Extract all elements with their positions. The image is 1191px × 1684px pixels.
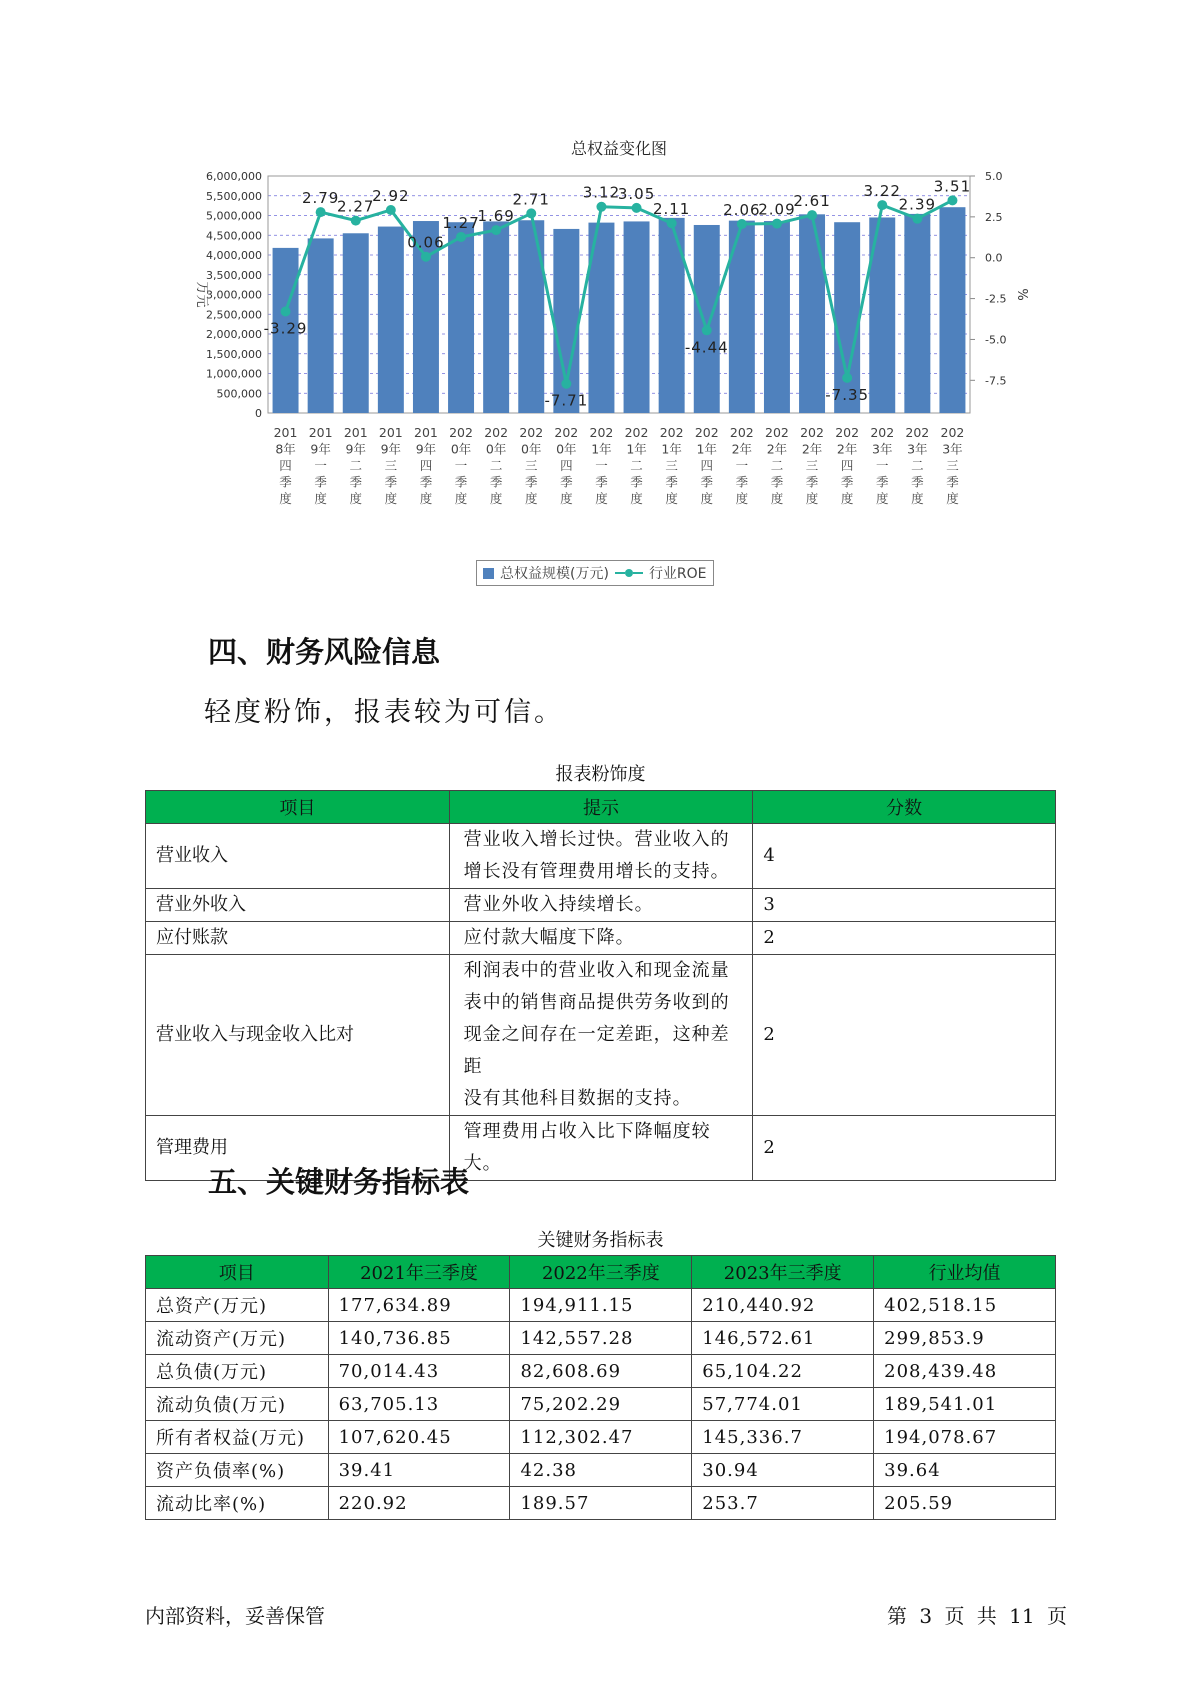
risk-hint-line: 没有其他科目数据的支持。: [463, 1088, 692, 1109]
risk-table-caption: 报表粉饰度: [555, 764, 646, 785]
metric-name: 总资产(万元): [146, 1289, 329, 1322]
metrics-table-header: [146, 1256, 1056, 1289]
point-roe: [526, 208, 536, 218]
point-roe: [667, 218, 677, 228]
x-tick-label: 季: [770, 474, 784, 490]
risk-score: 2: [753, 1116, 1056, 1181]
x-tick-label: 2年: [836, 441, 858, 457]
metric-industry-avg: 189,541.01: [874, 1388, 1056, 1421]
bar-equity: [939, 207, 965, 413]
bar-equity: [518, 220, 544, 413]
metric-industry-avg: 39.64: [874, 1454, 1056, 1487]
data-label-roe: 3.05: [617, 184, 656, 203]
x-tick-label: 3年: [942, 441, 963, 457]
risk-hint-line: 表中的销售商品提供劳务收到的: [463, 992, 730, 1013]
metric-name: 总负债(万元): [146, 1355, 329, 1388]
metric-2023q3: 210,440.92: [692, 1289, 874, 1322]
y-left-tick-label: 5,000,000: [206, 209, 262, 223]
chart-title: 总权益变化图: [570, 140, 668, 158]
x-tick-label: 202: [694, 425, 719, 440]
risk-hint-line: 增长没有管理费用增长的支持。: [463, 861, 730, 882]
x-tick-label: 201: [378, 425, 403, 440]
metric-2022q3: 112,302.47: [510, 1421, 692, 1454]
metric-2022q3: 42.38: [510, 1454, 692, 1487]
x-tick-label: 度: [770, 491, 784, 506]
x-tick-label: 度: [489, 491, 503, 506]
metric-2023q3: 253.7: [692, 1487, 874, 1520]
risk-hint-line: 营业外收入持续增长。: [463, 894, 654, 915]
x-tick-label: 3年: [872, 441, 893, 457]
y-left-tick-label: 4,500,000: [206, 229, 262, 243]
metric-2022q3: 75,202.29: [510, 1388, 692, 1421]
point-roe: [772, 219, 782, 229]
metrics-table-row: [146, 1355, 1056, 1388]
risk-summary: 轻度粉饰，报表较为可信。: [204, 697, 564, 728]
risk-item: 营业收入: [146, 824, 450, 889]
x-tick-label: 202: [589, 425, 614, 440]
x-tick-label: 季: [384, 474, 398, 490]
point-roe: [842, 373, 852, 383]
x-tick-label: 202: [519, 425, 544, 440]
metric-2023q3: 30.94: [692, 1454, 874, 1487]
x-tick-label: 二: [911, 458, 924, 473]
x-tick-label: 2年: [801, 441, 823, 457]
x-tick-label: 201: [343, 425, 368, 440]
legend-line-label: 行业ROE: [648, 566, 707, 582]
x-tick-label: 季: [875, 474, 889, 490]
y-left-tick-label: 1,000,000: [206, 367, 262, 381]
metric-2021q3: 63,705.13: [328, 1388, 510, 1421]
y-right-tick-label: 0.0: [985, 251, 1003, 265]
x-tick-label: 度: [419, 491, 433, 506]
x-tick-label: 季: [805, 474, 819, 490]
legend-bar-swatch: [483, 568, 494, 579]
x-tick-label: 1年: [591, 441, 612, 457]
y-left-tick-label: 3,000,000: [206, 288, 262, 302]
bar-equity: [694, 225, 720, 413]
bar-equity: [904, 214, 930, 413]
point-roe: [807, 210, 817, 220]
point-roe: [632, 203, 642, 213]
x-tick-label: 度: [560, 491, 573, 506]
x-tick-label: 201: [414, 425, 438, 440]
metrics-header-industry-avg: 行业均值: [874, 1256, 1056, 1289]
y-left-tick-label: 4,000,000: [206, 249, 262, 262]
point-roe: [491, 225, 501, 235]
x-tick-label: 二: [630, 458, 643, 473]
x-tick-label: 季: [946, 474, 959, 490]
x-tick-label: 季: [489, 474, 503, 490]
metrics-header-2021q3: 2021年三季度: [328, 1256, 510, 1289]
x-tick-label: 季: [665, 474, 678, 490]
metrics-table-row: [146, 1454, 1056, 1487]
metric-industry-avg: 194,078.67: [874, 1421, 1056, 1454]
equity-change-chart: [160, 140, 1060, 555]
x-tick-label: 季: [700, 474, 714, 490]
x-tick-label: 度: [700, 491, 714, 506]
x-tick-label: 度: [875, 491, 889, 506]
risk-table-row: [146, 824, 1056, 889]
risk-item: 营业收入与现金收入比对: [146, 955, 450, 1116]
y-right-tick-label: -5.0: [985, 333, 1007, 347]
data-label-roe: 1.69: [477, 207, 515, 226]
risk-hint: [449, 922, 753, 955]
risk-score: 2: [753, 955, 1056, 1116]
x-tick-label: 度: [349, 491, 363, 506]
metric-2021q3: 177,634.89: [328, 1289, 510, 1322]
risk-header-score: 分数: [753, 791, 1056, 824]
x-tick-label: 季: [630, 474, 643, 490]
point-roe: [421, 252, 431, 262]
metric-2022q3: 194,911.15: [510, 1289, 692, 1322]
chart-legend: [476, 560, 714, 586]
x-tick-label: 202: [729, 425, 754, 440]
x-tick-label: 度: [946, 491, 959, 506]
data-label-roe: 2.61: [793, 192, 831, 211]
y-left-tick-label: 6,000,000: [206, 170, 262, 183]
point-roe: [351, 216, 361, 226]
risk-hint-line: 现金之间存在一定差距，这种差距: [463, 1024, 730, 1077]
x-tick-label: 一: [314, 458, 327, 473]
metrics-table-caption: 关键财务指标表: [537, 1230, 664, 1251]
risk-hint: [449, 1116, 753, 1181]
data-label-roe: 3.51: [933, 177, 972, 196]
x-tick-label: 度: [279, 491, 292, 506]
x-tick-label: 四: [419, 458, 433, 473]
metrics-table-row: [146, 1388, 1056, 1421]
x-tick-label: 二: [489, 458, 503, 473]
x-tick-label: 一: [595, 458, 608, 473]
metrics-header-item: 项目: [146, 1256, 329, 1289]
y-left-tick-label: 5,500,000: [206, 189, 262, 203]
metrics-table-row: [146, 1289, 1056, 1322]
x-tick-label: 202: [870, 425, 895, 440]
metric-2021q3: 140,736.85: [328, 1322, 510, 1355]
y-left-tick-label: 2,500,000: [206, 308, 262, 322]
x-tick-label: 度: [595, 491, 608, 506]
x-tick-label: 202: [800, 425, 824, 440]
x-tick-label: 度: [314, 491, 327, 506]
point-roe: [912, 214, 922, 224]
data-label-roe: 2.09: [758, 200, 796, 219]
risk-item: 管理费用: [146, 1116, 450, 1181]
x-tick-label: 季: [595, 474, 608, 490]
footer-page-number: 第 3 页 共 11 页: [887, 1604, 1067, 1628]
data-label-roe: 2.06: [723, 201, 761, 220]
x-tick-label: 2年: [731, 441, 753, 457]
x-tick-label: 三: [524, 458, 538, 473]
metric-2023q3: 146,572.61: [692, 1322, 874, 1355]
risk-hint-line: 利润表中的营业收入和现金流量: [463, 960, 730, 981]
x-tick-label: 三: [805, 458, 819, 473]
data-label-roe: 2.71: [512, 190, 550, 209]
x-tick-label: 3年: [907, 441, 928, 457]
x-tick-label: 季: [524, 474, 538, 490]
risk-table-row: [146, 889, 1056, 922]
metric-2022q3: 82,608.69: [510, 1355, 692, 1388]
bar-equity: [343, 233, 369, 413]
point-roe: [702, 325, 712, 335]
x-tick-label: 201: [308, 425, 333, 440]
bar-equity: [308, 238, 334, 413]
x-tick-label: 四: [840, 458, 854, 473]
risk-hint-line: 营业收入增长过快。营业收入的: [463, 829, 730, 850]
x-tick-label: 0年: [521, 441, 542, 457]
x-tick-label: 二: [349, 458, 363, 473]
metric-2021q3: 70,014.43: [328, 1355, 510, 1388]
risk-score: 2: [753, 922, 1056, 955]
metrics-table-row: [146, 1322, 1056, 1355]
x-tick-label: 季: [419, 474, 433, 490]
bar-equity: [378, 227, 404, 413]
x-tick-label: 度: [524, 491, 538, 506]
x-tick-label: 季: [840, 474, 854, 490]
y-left-tick-label: 2,000,000: [206, 328, 262, 341]
risk-score: 3: [753, 889, 1056, 922]
data-label-roe: 2.27: [337, 197, 375, 216]
x-tick-label: 0年: [485, 441, 507, 457]
risk-table: [145, 790, 1056, 1181]
point-roe: [737, 219, 747, 229]
point-roe: [316, 207, 326, 217]
x-tick-label: 四: [560, 458, 573, 473]
x-tick-label: 季: [314, 474, 327, 490]
data-label-roe: 2.79: [301, 189, 340, 208]
data-label-roe: 0.06: [407, 233, 445, 252]
data-label-roe: 1.27: [442, 213, 480, 232]
footer-confidential-note: 内部资料，妥善保管: [145, 1604, 325, 1628]
risk-score: 4: [753, 824, 1056, 889]
x-tick-label: 202: [449, 425, 473, 440]
point-roe: [947, 195, 957, 205]
risk-hint-line: 管理费用占收入比下降幅度较大。: [463, 1121, 711, 1174]
section4-heading: 四、财务风险信息: [208, 635, 441, 669]
x-tick-label: 季: [560, 474, 573, 490]
risk-hint: [449, 955, 753, 1116]
data-label-roe: -7.71: [544, 391, 589, 410]
point-roe: [877, 200, 887, 210]
x-tick-label: 度: [911, 491, 924, 506]
metrics-table: [145, 1255, 1056, 1520]
x-tick-label: 202: [765, 425, 789, 440]
metric-industry-avg: 402,518.15: [874, 1289, 1056, 1322]
x-tick-label: 202: [554, 425, 579, 440]
x-tick-label: 0年: [450, 441, 472, 457]
risk-header-item: 项目: [146, 791, 450, 824]
data-label-roe: 3.22: [863, 182, 901, 201]
metrics-table-row: [146, 1421, 1056, 1454]
x-tick-label: 三: [946, 458, 959, 473]
bar-equity: [799, 214, 825, 413]
metrics-table-row: [146, 1487, 1056, 1520]
risk-hint: [449, 889, 753, 922]
x-tick-label: 9年: [380, 441, 402, 457]
x-tick-label: 1年: [661, 441, 682, 457]
x-tick-label: 度: [735, 491, 749, 506]
x-tick-label: 一: [454, 458, 468, 473]
metric-2023q3: 145,336.7: [692, 1421, 874, 1454]
data-label-roe: 3.12: [582, 183, 621, 202]
y-left-tick-label: 1,500,000: [206, 347, 262, 361]
risk-hint: [449, 824, 753, 889]
metric-industry-avg: 205.59: [874, 1487, 1056, 1520]
x-tick-label: 9年: [310, 441, 331, 457]
x-tick-label: 度: [384, 491, 398, 506]
x-tick-label: 1年: [696, 441, 717, 457]
x-tick-label: 季: [735, 474, 749, 490]
metric-2022q3: 142,557.28: [510, 1322, 692, 1355]
point-roe: [596, 202, 606, 212]
point-roe: [561, 379, 571, 389]
metric-name: 流动资产(万元): [146, 1322, 329, 1355]
metrics-header-2023q3: 2023年三季度: [692, 1256, 874, 1289]
x-tick-label: 四: [279, 458, 292, 473]
section5-heading: 五、关键财务指标表: [208, 1165, 470, 1199]
x-tick-label: 度: [630, 491, 643, 506]
x-tick-label: 2年: [766, 441, 788, 457]
data-label-roe: 2.92: [372, 186, 410, 205]
data-label-roe: 2.11: [652, 200, 691, 219]
x-tick-label: 度: [805, 491, 819, 506]
risk-item: 应付账款: [146, 922, 450, 955]
risk-table-row: [146, 955, 1056, 1116]
metric-2021q3: 107,620.45: [328, 1421, 510, 1454]
x-tick-label: 三: [384, 458, 398, 473]
x-tick-label: 202: [624, 425, 649, 440]
y-left-tick-label: 0: [255, 407, 262, 420]
legend-line-swatch: [615, 569, 643, 577]
risk-hint-line: 应付款大幅度下降。: [463, 927, 635, 948]
data-label-roe: -4.44: [684, 338, 729, 357]
metric-industry-avg: 208,439.48: [874, 1355, 1056, 1388]
metric-name: 所有者权益(万元): [146, 1421, 329, 1454]
risk-table-row: [146, 922, 1056, 955]
metric-name: 流动负债(万元): [146, 1388, 329, 1421]
risk-item: 营业外收入: [146, 889, 450, 922]
x-tick-label: 二: [770, 458, 784, 473]
x-tick-label: 202: [484, 425, 509, 440]
metric-name: 资产负债率(%): [146, 1454, 329, 1487]
metrics-header-2022q3: 2022年三季度: [510, 1256, 692, 1289]
bar-equity: [624, 221, 650, 413]
metric-name: 流动比率(%): [146, 1487, 329, 1520]
x-tick-label: 季: [454, 474, 468, 490]
x-tick-label: 201: [273, 425, 298, 440]
x-tick-label: 一: [875, 458, 889, 473]
y-right-axis-label: %: [1014, 288, 1029, 301]
y-left-axis-label: 万元: [194, 281, 209, 308]
bar-equity: [834, 222, 860, 413]
x-tick-label: 9年: [345, 441, 366, 457]
y-right-tick-label: -2.5: [985, 292, 1007, 306]
x-tick-label: 9年: [415, 441, 437, 457]
x-tick-label: 8年: [275, 441, 296, 457]
risk-table-header: [146, 791, 1056, 824]
y-left-tick-label: 3,500,000: [206, 268, 262, 282]
x-tick-label: 度: [454, 491, 468, 506]
data-label-roe: 2.39: [898, 195, 937, 214]
bar-equity: [448, 222, 474, 413]
bar-equity: [483, 221, 509, 413]
point-roe: [281, 306, 291, 316]
risk-header-hint: 提示: [449, 791, 753, 824]
y-left-tick-label: 500,000: [216, 387, 262, 401]
x-tick-label: 202: [835, 425, 860, 440]
x-tick-label: 一: [735, 458, 749, 473]
y-right-tick-label: 5.0: [985, 170, 1003, 183]
x-tick-label: 季: [911, 474, 924, 490]
x-tick-label: 季: [279, 474, 292, 490]
x-tick-label: 三: [665, 458, 678, 473]
x-tick-label: 度: [665, 491, 678, 506]
x-tick-label: 0年: [556, 441, 577, 457]
data-label-roe: -3.29: [263, 319, 308, 338]
metric-2022q3: 189.57: [510, 1487, 692, 1520]
x-tick-label: 度: [840, 491, 854, 506]
point-roe: [386, 205, 396, 215]
metric-2023q3: 65,104.22: [692, 1355, 874, 1388]
metric-industry-avg: 299,853.9: [874, 1322, 1056, 1355]
x-tick-label: 202: [905, 425, 930, 440]
point-roe: [456, 232, 466, 242]
x-tick-label: 202: [940, 425, 965, 440]
legend-bar-label: 总权益规模(万元): [500, 566, 609, 582]
metric-2023q3: 57,774.01: [692, 1388, 874, 1421]
metric-2021q3: 39.41: [328, 1454, 510, 1487]
bar-equity: [764, 221, 790, 413]
x-tick-label: 1年: [626, 441, 647, 457]
x-tick-label: 季: [349, 474, 363, 490]
x-tick-label: 202: [659, 425, 684, 440]
metric-2021q3: 220.92: [328, 1487, 510, 1520]
y-right-tick-label: -7.5: [985, 374, 1007, 388]
x-tick-label: 四: [700, 458, 714, 473]
y-right-tick-label: 2.5: [985, 210, 1003, 224]
data-label-roe: -7.35: [825, 385, 870, 404]
